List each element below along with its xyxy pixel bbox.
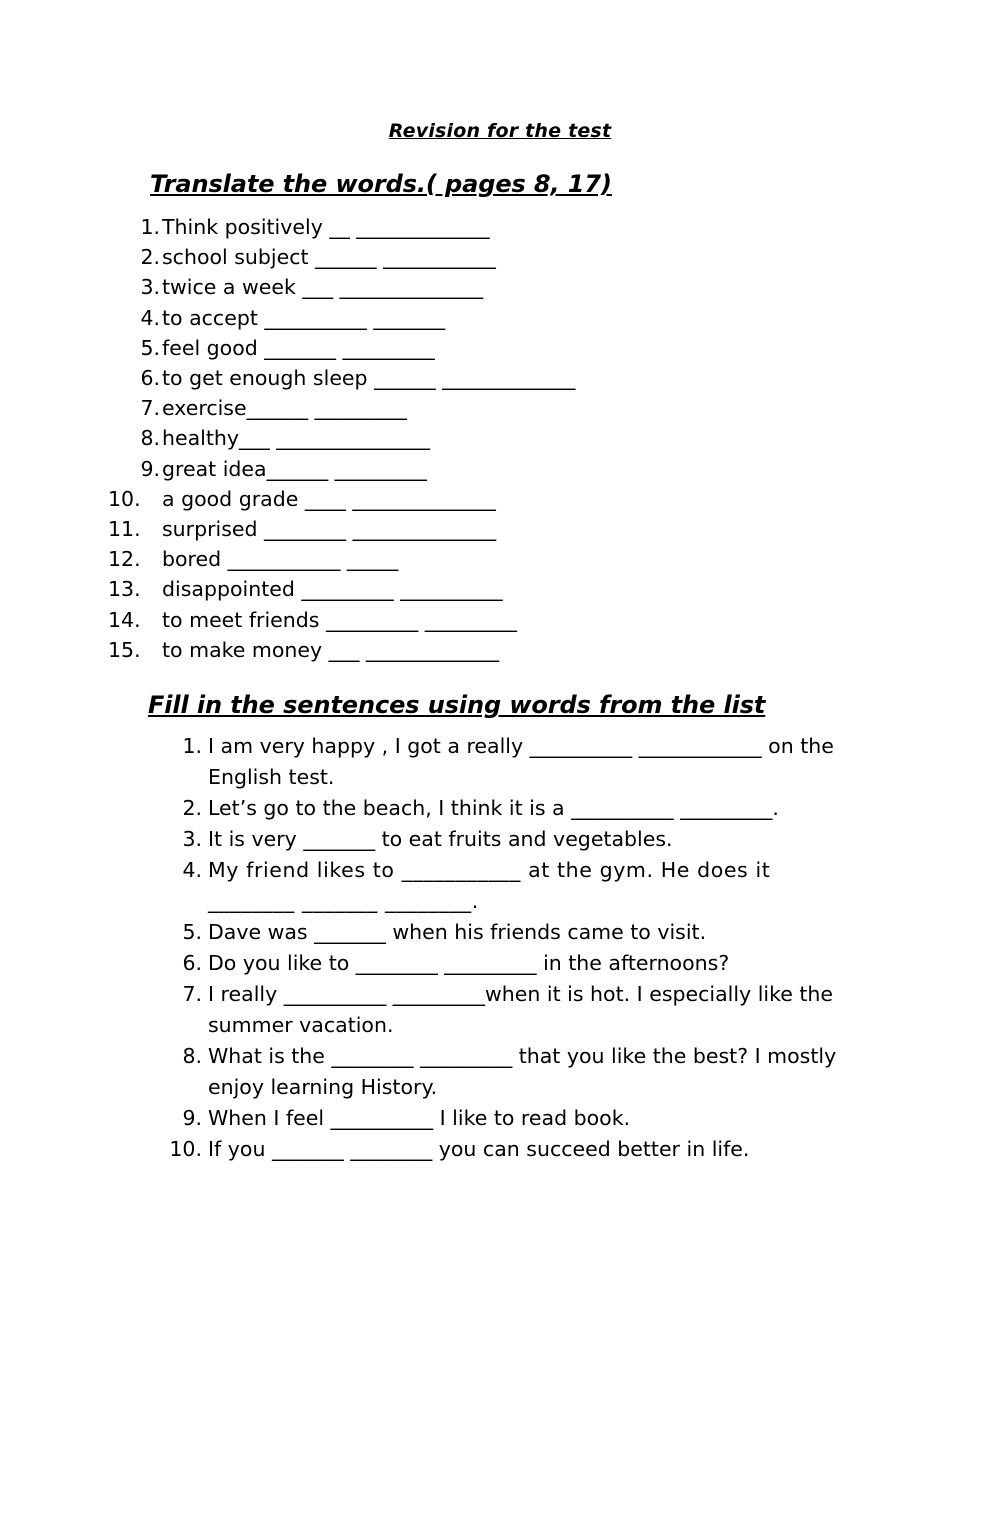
- list-item-number: 9.: [140, 456, 160, 481]
- list-item-number: 8.: [140, 426, 160, 451]
- translate-words-list: [0, 212, 1000, 665]
- list-item-text: school subject ______ ___________: [162, 245, 496, 270]
- list-item-number: 2.: [182, 796, 202, 821]
- list-item-text: surprised ________ ______________: [162, 517, 497, 542]
- list-item-text: twice a week ___ ______________: [162, 275, 484, 300]
- worksheet-page: [0, 120, 1000, 1533]
- list-item-text: Dave was _______ when his friends came to visit.: [208, 920, 707, 945]
- list-item-text: Think positively __ _____________: [162, 215, 490, 239]
- list-item-number: 10.: [108, 486, 141, 511]
- list-item-number: 7.: [182, 982, 202, 1007]
- list-item-number: 9.: [182, 1106, 202, 1131]
- list-item-number: 14.: [108, 607, 141, 632]
- list-item-number: 12.: [108, 547, 141, 572]
- list-item-number: 1.: [140, 215, 160, 239]
- list-item-text: disappointed _________ __________: [162, 577, 503, 602]
- list-item-text: exercise______ _________: [162, 396, 407, 421]
- list-item: [0, 979, 1000, 1041]
- list-item-text: bored ___________ _____: [162, 547, 399, 572]
- list-item: [0, 454, 1000, 484]
- list-item-number: 4.: [140, 305, 160, 330]
- section-heading-fill-in: Fill in the sentences using words from the list: [148, 691, 766, 720]
- page-title: Revision for the test: [388, 120, 612, 142]
- list-item-number: 10.: [169, 1137, 202, 1162]
- list-item-text: My friend likes to ___________ at the gym. He does it ________ _______ ________.: [208, 858, 771, 914]
- list-item: [0, 574, 1000, 604]
- list-item-number: 6.: [140, 366, 160, 391]
- list-item-text: Let’s go to the beach, I think it is a __________ _________.: [208, 796, 779, 821]
- list-item-text: to accept __________ _______: [162, 305, 446, 330]
- section-heading-translate: Translate the words.( pages 8, 17): [150, 170, 612, 198]
- list-item: [0, 948, 1000, 979]
- list-item: [0, 1134, 1000, 1165]
- list-item: [0, 363, 1000, 393]
- list-item-number: 15.: [108, 637, 141, 662]
- list-item-text: It is very _______ to eat fruits and vegetables.: [208, 827, 673, 852]
- list-item: [0, 1041, 1000, 1103]
- list-item-text: feel good _______ _________: [162, 335, 435, 360]
- list-item: [0, 605, 1000, 635]
- list-item-text: a good grade ____ ______________: [162, 486, 496, 511]
- list-item-number: 3.: [182, 827, 202, 852]
- list-item: [0, 272, 1000, 302]
- list-item: [0, 793, 1000, 824]
- list-item-text: When I feel __________ I like to read book.: [208, 1106, 631, 1131]
- list-item: [0, 635, 1000, 665]
- list-item-text: healthy___ _______________: [162, 426, 431, 451]
- list-item-text: great idea______ _________: [162, 456, 427, 481]
- list-item-number: 13.: [108, 577, 141, 602]
- list-item-number: 2.: [140, 245, 160, 270]
- list-item-text: I really __________ _________when it is hot. I especially like the summer vacation.: [208, 982, 833, 1038]
- fill-in-sentences-list: [0, 731, 1000, 1165]
- list-item-text: to get enough sleep ______ _____________: [162, 366, 576, 391]
- list-item: [0, 393, 1000, 423]
- list-item: [0, 514, 1000, 544]
- list-item: [0, 484, 1000, 514]
- list-item-number: 3.: [140, 275, 160, 300]
- list-item-number: 6.: [182, 951, 202, 976]
- list-item-text: What is the ________ _________ that you like the best? I mostly enjoy learning History.: [208, 1044, 837, 1100]
- list-item: [0, 212, 1000, 242]
- list-item-number: 11.: [108, 517, 141, 542]
- list-item-number: 4.: [182, 858, 202, 883]
- list-item: [0, 303, 1000, 333]
- list-item-number: 8.: [182, 1044, 202, 1069]
- list-item: [0, 731, 1000, 793]
- list-item: [0, 242, 1000, 272]
- list-item-number: 5.: [182, 920, 202, 945]
- list-item: [0, 855, 1000, 917]
- list-item: [0, 423, 1000, 453]
- list-item-text: Do you like to ________ _________ in the afternoons?: [208, 951, 730, 976]
- list-item-text: I am very happy , I got a really __________ ____________ on the English test.: [208, 734, 834, 790]
- list-item-number: 5.: [140, 335, 160, 360]
- list-item-text: to meet friends _________ _________: [162, 607, 518, 632]
- list-item: [0, 544, 1000, 574]
- list-item-text: to make money ___ _____________: [162, 637, 500, 662]
- list-item: [0, 1103, 1000, 1134]
- list-item: [0, 917, 1000, 948]
- list-item-text: If you _______ ________ you can succeed better in life.: [208, 1137, 750, 1162]
- list-item-number: 7.: [140, 396, 160, 421]
- list-item-number: 1.: [182, 734, 202, 759]
- list-item: [0, 333, 1000, 363]
- list-item: [0, 824, 1000, 855]
